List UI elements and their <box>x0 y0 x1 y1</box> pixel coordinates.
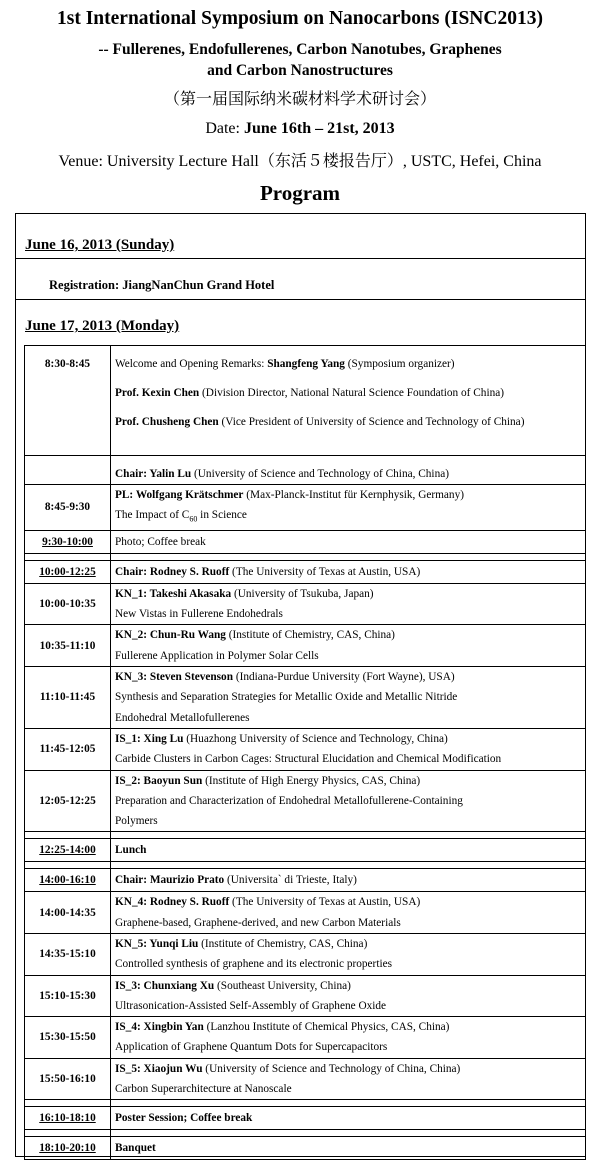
table-row <box>25 770 586 832</box>
talk-title: Endohedral Metallofullerenes <box>115 711 250 724</box>
time-cell: 15:30-15:50 <box>25 1017 111 1059</box>
time-cell: 12:25-14:00 <box>25 839 111 862</box>
chair-cell: Chair: Maurizio Prato (Universita` di Trieste, Italy) <box>111 869 586 892</box>
opening-cell <box>111 346 586 456</box>
speaker-line: KN_4: Rodney S. Ruoff (The University of Texas at Austin, USA) <box>115 896 421 909</box>
time-cell: 9:30-10:00 <box>25 530 111 553</box>
table-row <box>25 934 586 976</box>
talk-title: New Vistas in Fullerene Endohedrals <box>115 608 283 621</box>
talk-title: The Impact of $C_{60}$ in Science <box>115 509 247 524</box>
talk-cell <box>111 1058 586 1100</box>
speaker-line: KN_5: Yunqi Liu (Institute of Chemistry, CAS, China) <box>115 938 368 950</box>
talk-title: Application of Graphene Quantum Dots for Supercapacitors <box>115 1041 388 1054</box>
talk-cell <box>111 975 586 1017</box>
talk-title: Controlled synthesis of graphene and its electronic properties <box>115 958 393 971</box>
table-row <box>25 346 586 456</box>
day-heading-june-16: June 16, 2013 (Sunday) <box>25 237 175 253</box>
divider <box>15 258 586 259</box>
break-cell: Lunch <box>111 839 586 862</box>
time-cell: 14:35-15:10 <box>25 934 111 976</box>
talk-title: Polymers <box>115 815 158 828</box>
opening-line: Prof. Chusheng Chen (Vice President of University of Science and Technology of China) <box>115 416 525 428</box>
break-cell: Photo; Coffee break <box>111 530 586 553</box>
table-row <box>25 560 586 583</box>
time-cell: 10:00-12:25 <box>25 560 111 583</box>
table-row <box>25 728 586 770</box>
table-row <box>25 485 586 531</box>
subtitle-line-1: -- Fullerenes, Endofullerenes, Carbon Nanotubes, Graphenes <box>98 41 502 58</box>
date-line <box>0 118 600 140</box>
time-cell: 8:45-9:30 <box>25 485 111 531</box>
table-row <box>25 869 586 892</box>
speaker-line: KN_1: Takeshi Akasaka (University of Tsukuba, Japan) <box>115 587 374 600</box>
speaker-line: PL: Wolfgang Krätschmer (Max-Planck-Institut für Kernphysik, Germany) <box>115 489 464 501</box>
time-cell <box>25 456 111 485</box>
talk-title: Carbon Superarchitecture at Nanoscale <box>115 1083 292 1096</box>
speaker-line: IS_1: Xing Lu (Huazhong University of Science and Technology, China) <box>115 732 448 745</box>
speaker-line: KN_3: Steven Stevenson (Indiana-Purdue University (Fort Wayne), USA) <box>115 671 455 684</box>
talk-cell <box>111 667 586 729</box>
speaker-line: IS_4: Xingbin Yan (Lanzhou Institute of Chemical Physics, CAS, China) <box>115 1021 450 1034</box>
talk-title: Preparation and Characterization of Endohedral Metallofullerene-Containing <box>115 794 463 807</box>
table-row <box>25 1058 586 1100</box>
schedule-table <box>24 345 586 1160</box>
speaker-line: IS_2: Baoyun Sun (Institute of High Energy Physics, CAS, China) <box>115 774 421 787</box>
talk-cell <box>111 728 586 770</box>
table-row <box>25 1107 586 1130</box>
opening-line: Prof. Kexin Chen (Division Director, National Natural Science Foundation of China) <box>115 387 505 399</box>
talk-cell <box>111 1017 586 1059</box>
divider <box>15 299 586 300</box>
speaker-line: IS_3: Chunxiang Xu (Southeast University, China) <box>115 979 351 992</box>
talk-cell <box>111 770 586 832</box>
time-cell: 14:00-14:35 <box>25 892 111 934</box>
time-cell: 16:10-18:10 <box>25 1107 111 1130</box>
talk-cell <box>111 892 586 934</box>
time-cell: 10:00-10:35 <box>25 583 111 625</box>
venue-line: Venue: University Lecture Hall（东活５楼报告厅）, USTC, Hefei, China <box>58 153 542 170</box>
registration-note: Registration: JiangNanChun Grand Hotel <box>49 278 275 292</box>
chair-cell: Chair: Yalin Lu (University of Science and Technology of China, China) <box>111 456 586 485</box>
subtitle-line-2: and Carbon Nanostructures <box>207 62 393 79</box>
time-cell: 12:05-12:25 <box>25 770 111 832</box>
time-cell: 18:10-20:10 <box>25 1137 111 1160</box>
talk-cell <box>111 625 586 667</box>
talk-cell <box>111 583 586 625</box>
talk-title: Graphene-based, Graphene-derived, and new Carbon Materials <box>115 916 401 929</box>
opening-line: Welcome and Opening Remarks: Shangfeng Yang (Symposium organizer) <box>115 358 455 370</box>
chinese-title: （第一届国际纳米碳材料学术研讨会） <box>163 91 436 108</box>
time-cell: 11:45-12:05 <box>25 728 111 770</box>
table-row <box>25 530 586 553</box>
table-row <box>25 975 586 1017</box>
table-row <box>25 892 586 934</box>
time-cell: 8:30-8:45 <box>25 346 111 456</box>
day-heading-june-17: June 17, 2013 (Monday) <box>25 318 180 334</box>
time-cell: 11:10-11:45 <box>25 667 111 729</box>
table-row <box>25 1017 586 1059</box>
date-value: June 16th – 21st, 2013 <box>243 120 395 137</box>
table-row <box>25 583 586 625</box>
table-row <box>25 839 586 862</box>
speaker-line: IS_5: Xiaojun Wu (University of Science and Technology of China, China) <box>115 1062 461 1075</box>
chair-cell: Chair: Rodney S. Ruoff (The University of Texas at Austin, USA) <box>111 560 586 583</box>
time-cell: 15:50-16:10 <box>25 1058 111 1100</box>
program-heading: Program <box>259 181 341 205</box>
table-row <box>25 456 586 485</box>
symposium-title: 1st International Symposium on Nanocarbons (ISNC2013) <box>57 8 543 29</box>
talk-cell <box>111 485 586 531</box>
talk-cell <box>111 934 586 976</box>
break-cell: Banquet <box>111 1137 586 1160</box>
talk-title: Carbide Clusters in Carbon Cages: Structural Elucidation and Chemical Modification <box>115 753 502 766</box>
date-label: Date: <box>205 120 244 137</box>
time-cell: 14:00-16:10 <box>25 869 111 892</box>
talk-title: Fullerene Application in Polymer Solar Cells <box>115 649 319 662</box>
speaker-line: KN_2: Chun-Ru Wang (Institute of Chemistry, CAS, China) <box>115 629 395 642</box>
talk-title: Synthesis and Separation Strategies for Metallic Oxide and Metallic Nitride <box>115 691 458 704</box>
table-row <box>25 1137 586 1160</box>
talk-title: Ultrasonication-Assisted Self-Assembly of Graphene Oxide <box>115 999 387 1012</box>
table-row <box>25 667 586 729</box>
time-cell: 10:35-11:10 <box>25 625 111 667</box>
time-cell: 15:10-15:30 <box>25 975 111 1017</box>
table-row <box>25 625 586 667</box>
symposium-subtitle <box>0 39 600 81</box>
break-cell: Poster Session; Coffee break <box>111 1107 586 1130</box>
